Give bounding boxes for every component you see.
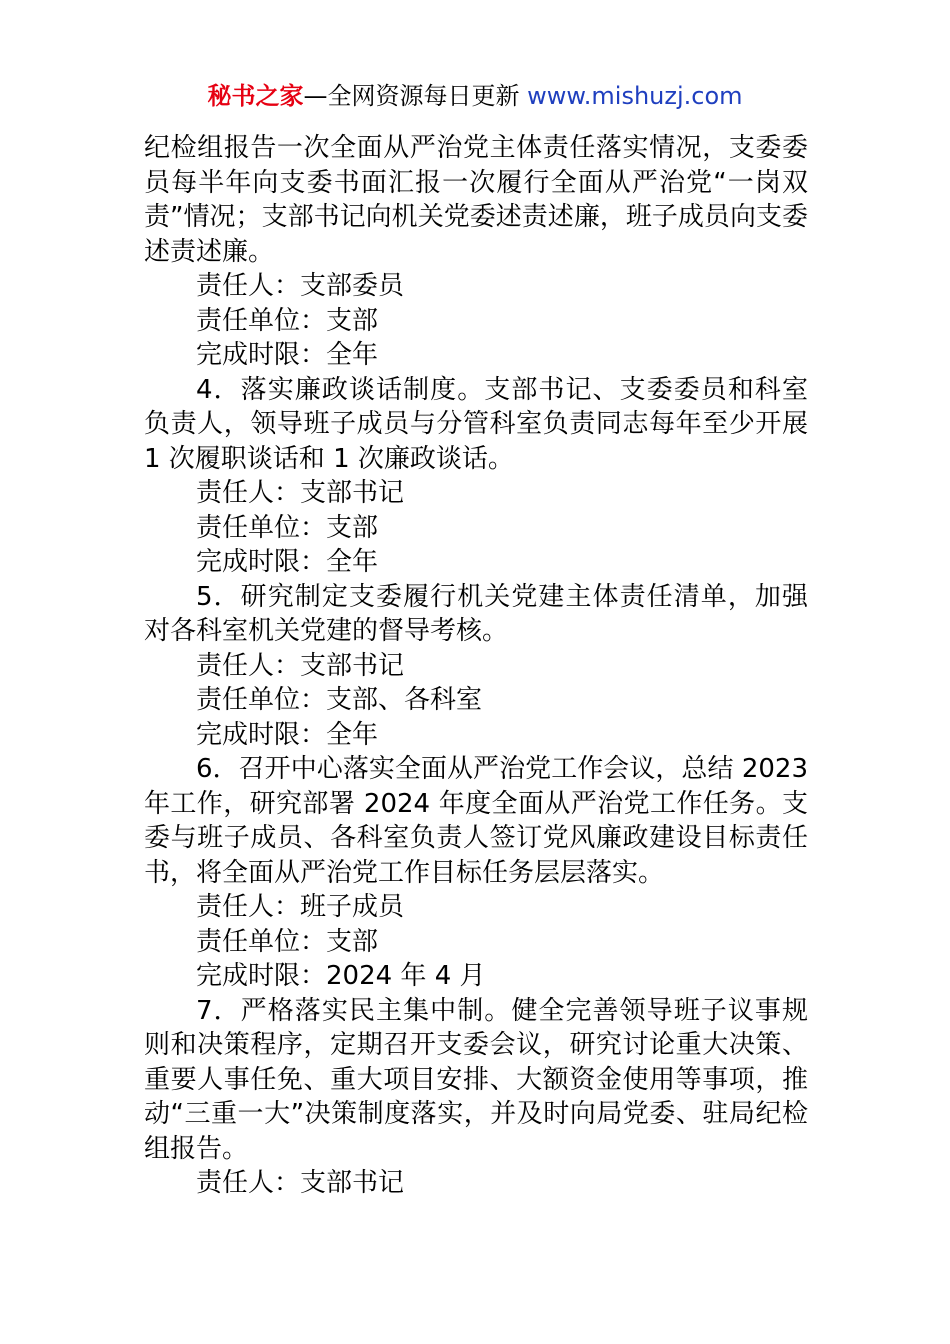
site-tagline: —全网资源每日更新 [303, 82, 528, 110]
deadline: 完成时限：全年 [196, 719, 379, 750]
site-brand: 秘书之家 [207, 82, 304, 110]
deadline: 完成时限：全年 [196, 340, 379, 370]
responsible-unit: 责任单位：支部 [196, 926, 379, 957]
responsible-unit: 责任单位：支部 [196, 512, 379, 543]
item-4-paragraph: 4．落实廉政谈话制度。支部书记、支委委员和科室负责人，领导班子成员与分管科室负责同志每年至少开展 1 次履职谈话和 1 次廉政谈话。 [144, 374, 808, 474]
site-header [0, 80, 950, 112]
document-body [144, 131, 808, 1201]
paragraph: 纪检组报告一次全面从严治党主体责任落实情况，支委委员每半年向支委书面汇报一次履行全面从严治党“一岗双责”情况；支部书记向机关党委述责述廉，班子成员向支委述责述廉。 [144, 133, 808, 267]
item-6-paragraph: 6．召开中心落实全面从严治党工作会议，总结 2023 年工作，研究部署 2024 年度全面从严治党工作任务。支委与班子成员、各科室负责人签订党风廉政建设目标责任书，将全面从严治党工作目标任务层层落实。 [144, 754, 808, 888]
item-5-paragraph: 5．研究制定支委履行机关党建主体责任清单，加强对各科室机关党建的督导考核。 [144, 581, 808, 646]
responsible-person: 责任人：支部书记 [196, 650, 405, 681]
deadline: 完成时限：全年 [196, 547, 379, 577]
responsible-person: 责任人：支部委员 [196, 271, 405, 301]
deadline: 完成时限：2024 年 4 月 [196, 961, 486, 991]
responsible-person: 责任人：支部书记 [196, 478, 405, 508]
responsible-unit: 责任单位：支部、各科室 [196, 685, 483, 715]
item-7-paragraph: 7．严格落实民主集中制。健全完善领导班子议事规则和决策程序，定期召开支委会议，研究讨论重大决策、重要人事任免、重大项目安排、大额资金使用等事项，推动“三重一大”决策制度落实，并及时向局党委、驻局纪检组报告。 [144, 995, 808, 1164]
responsible-person: 责任人：支部书记 [196, 1168, 405, 1198]
site-url-link[interactable]: www.mishuzj.com [527, 82, 743, 110]
responsible-unit: 责任单位：支部 [196, 305, 379, 336]
responsible-person: 责任人：班子成员 [196, 892, 405, 922]
